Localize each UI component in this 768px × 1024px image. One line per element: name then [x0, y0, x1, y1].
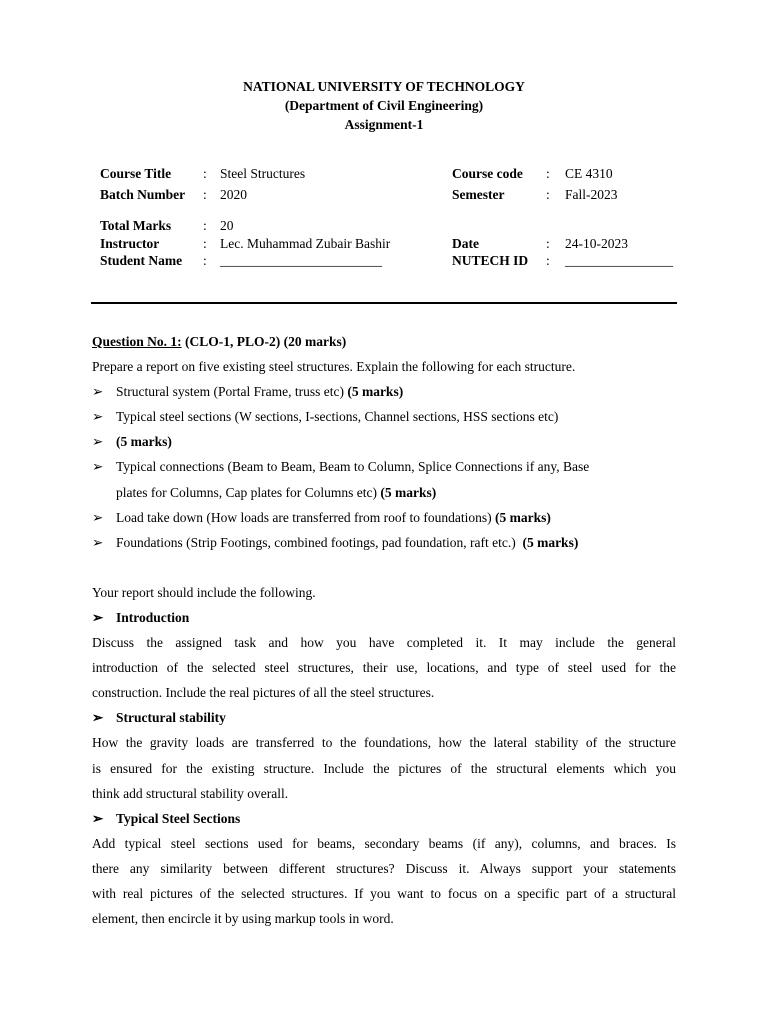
- colon: :: [546, 187, 550, 202]
- nutech-id-blank: ________________: [565, 253, 673, 268]
- section-heading: [92, 608, 676, 628]
- list-item: [92, 432, 676, 452]
- instructor-value: Lec. Muhammad Zubair Bashir: [220, 236, 391, 251]
- question-clo-marks: (CLO-1, PLO-2) (20 marks): [181, 334, 347, 349]
- info-row-batch: [100, 186, 700, 204]
- paragraph-line: there any similarity between different structures? Discuss it. Always support your statements: [92, 861, 676, 876]
- paragraph-line: introduction of the selected steel structures, their use, locations, and type of steel used for the: [92, 660, 676, 675]
- bullet-text: Typical connections (Beam to Beam, Beam to Column, Splice Connections if any, Base: [116, 459, 590, 474]
- date-value: 24-10-2023: [565, 236, 628, 251]
- structural-stability-heading: Structural stability: [116, 710, 226, 725]
- question-number: Question No. 1:: [92, 334, 182, 349]
- arrow-bullet-icon: ➢: [92, 610, 104, 625]
- total-marks-label: Total Marks: [100, 218, 172, 233]
- arrow-bullet-icon: ➢: [92, 811, 104, 826]
- question-intro: Prepare a report on five existing steel structures. Explain the following for each structure.: [92, 359, 576, 374]
- arrow-bullet-icon: ➢: [92, 710, 104, 725]
- course-title-label: Course Title: [100, 166, 172, 181]
- paragraph-line: How the gravity loads are transferred to the foundations, how the lateral stability of the structure: [92, 735, 676, 750]
- paragraph-line: Add typical steel sections used for beams, secondary beams (if any), columns, and braces. Is: [92, 836, 676, 851]
- student-name-label: Student Name: [100, 253, 183, 268]
- colon: :: [203, 236, 207, 251]
- section-heading: [92, 809, 676, 829]
- bullet-text: Load take down (How loads are transferred from roof to foundations): [116, 510, 496, 525]
- list-item: [92, 382, 676, 402]
- colon: :: [546, 236, 550, 251]
- colon: :: [203, 253, 207, 268]
- paragraph-line: element, then encircle it by using markup tools in word.: [92, 911, 394, 926]
- paragraph-line: is ensured for the existing structure. Include the pictures of the structural elements which you: [92, 761, 676, 776]
- list-item: [92, 407, 676, 427]
- bullet-marks: (5 marks): [380, 485, 437, 500]
- info-row-course: [100, 165, 700, 183]
- date-label: Date: [452, 236, 479, 251]
- paragraph-line: with real pictures of the selected structures. If you want to focus on a specific part of a structural: [92, 886, 676, 901]
- semester-value: Fall-2023: [565, 187, 618, 202]
- bullet-marks: (5 marks): [522, 535, 579, 550]
- arrow-bullet-icon: ➢: [92, 535, 104, 550]
- total-marks-value: 20: [220, 218, 234, 233]
- colon: :: [546, 166, 550, 181]
- typical-steel-sections-heading: Typical Steel Sections: [116, 811, 241, 826]
- course-title-value: Steel Structures: [220, 166, 306, 181]
- list-item: [92, 508, 676, 528]
- list-item: [92, 533, 676, 553]
- course-code-label: Course code: [452, 166, 523, 181]
- paragraph-line: Discuss the assigned task and how you have completed it. It may include the general: [92, 635, 676, 650]
- bullet-marks: (5 marks): [116, 434, 172, 449]
- bullet-marks: (5 marks): [347, 384, 404, 399]
- bullet-text: Structural system (Portal Frame, truss etc): [116, 384, 348, 399]
- colon: :: [203, 166, 207, 181]
- arrow-bullet-icon: ➢: [92, 409, 104, 424]
- arrow-bullet-icon: ➢: [92, 434, 104, 449]
- nutech-id-label: NUTECH ID: [452, 253, 529, 268]
- student-name-blank: ________________________: [220, 253, 382, 268]
- report-intro: Your report should include the following.: [92, 585, 316, 600]
- course-code-value: CE 4310: [565, 166, 613, 181]
- colon: :: [203, 187, 207, 202]
- bullet-text: plates for Columns, Cap plates for Columns etc): [116, 485, 381, 500]
- university-name: NATIONAL UNIVERSITY OF TECHNOLOGY: [243, 79, 525, 94]
- section-heading: [92, 708, 676, 728]
- paragraph-line: think add structural stability overall.: [92, 786, 289, 801]
- bullet-marks: (5 marks): [495, 510, 551, 525]
- arrow-bullet-icon: ➢: [92, 510, 104, 525]
- batch-value: 2020: [220, 187, 247, 202]
- paragraph-line: construction. Include the real pictures of all the steel structures.: [92, 685, 435, 700]
- info-row-student: [100, 252, 700, 270]
- document-header: [0, 77, 768, 134]
- batch-label: Batch Number: [100, 187, 186, 202]
- question-title: [92, 332, 676, 352]
- horizontal-divider: [91, 302, 677, 304]
- arrow-bullet-icon: ➢: [92, 459, 104, 474]
- arrow-bullet-icon: ➢: [92, 384, 104, 399]
- semester-label: Semester: [452, 187, 505, 202]
- info-row-marks: [100, 217, 700, 235]
- list-item: [92, 457, 676, 477]
- info-row-instructor: [100, 235, 700, 253]
- bullet-text: Foundations (Strip Footings, combined footings, pad foundation, raft etc.): [116, 535, 523, 550]
- assignment-title: Assignment-1: [344, 117, 424, 132]
- bullet-text: Typical steel sections (W sections, I-sections, Channel sections, HSS sections etc): [116, 409, 559, 424]
- department-name: (Department of Civil Engineering): [284, 98, 484, 113]
- introduction-heading: Introduction: [116, 610, 190, 625]
- instructor-label: Instructor: [100, 236, 160, 251]
- list-item-continuation: [92, 483, 676, 503]
- colon: :: [203, 218, 207, 233]
- colon: :: [546, 253, 550, 268]
